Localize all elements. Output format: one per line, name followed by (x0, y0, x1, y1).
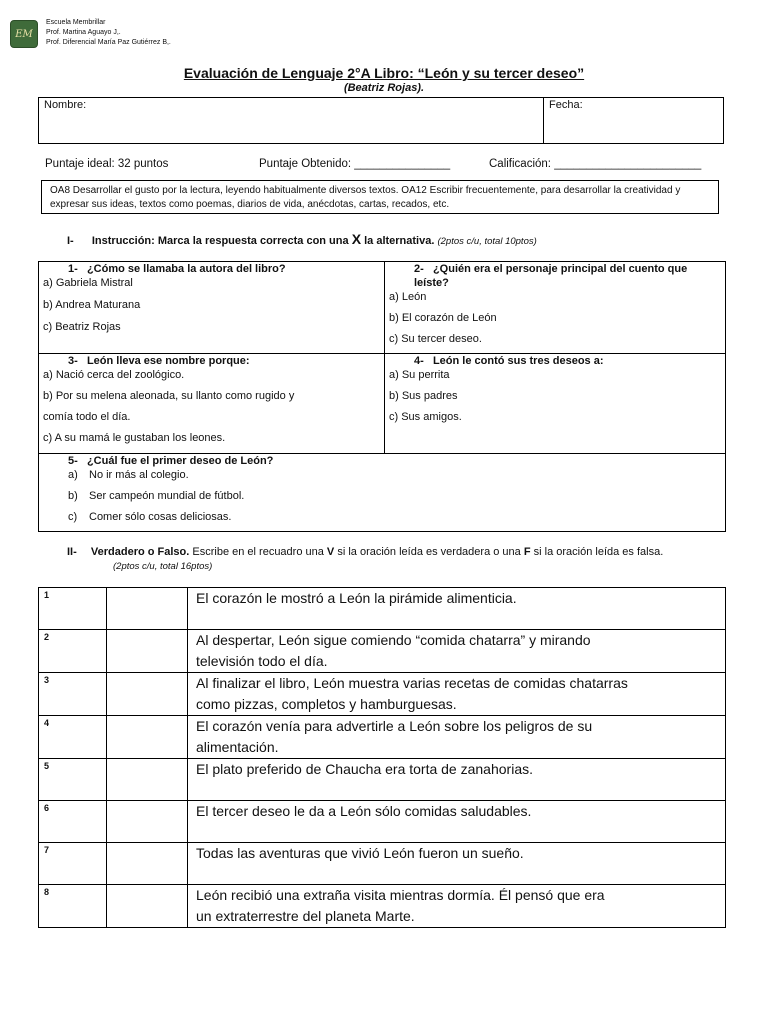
statement: El corazón venía para advertirle a León sobre los peligros de su alimentación. (188, 716, 726, 759)
teacher-name: Prof. Martina Aguayo J,. (46, 29, 121, 36)
question-2-text: 2- ¿Quién era el personaje principal del cuento que leíste? (414, 263, 688, 289)
q4-option-c[interactable]: c) Sus amigos. (389, 411, 462, 423)
section2-points-line (113, 560, 212, 572)
q3-option-b[interactable]: b) Por su melena aleonada, su llanto como rugido y (43, 390, 295, 402)
q5-option-a[interactable]: a) No ir más al colegio. (68, 469, 189, 481)
school-info (46, 18, 171, 48)
question-1 (43, 262, 286, 334)
q1-option-a[interactable]: a) Gabriela Mistral (43, 277, 133, 289)
name-field[interactable] (39, 98, 544, 143)
q2-option-a[interactable]: a) León (389, 291, 427, 303)
grid-divider-vertical (384, 262, 385, 454)
row-number: 1 (39, 588, 107, 630)
section1-instruction-start: Instrucción: Marca la respuesta correcta con una (91, 235, 349, 247)
school-name: Escuela Membrillar (46, 19, 106, 26)
section2-instruction-a: Escribe en el recuadro una (192, 546, 324, 558)
book-author: (Beatriz Rojas). (343, 82, 425, 94)
section2-numeral: II- (67, 546, 77, 558)
multiple-choice-grid (38, 261, 726, 532)
statement: El plato preferido de Chaucha era torta de zanahorias. (188, 759, 726, 801)
table-row (39, 588, 726, 630)
answer-box[interactable] (107, 885, 188, 928)
date-label: Fecha: (549, 99, 583, 111)
q3-option-b-continued: comía todo el día. (43, 411, 131, 423)
answer-box[interactable] (107, 759, 188, 801)
answer-box[interactable] (107, 673, 188, 716)
true-letter: V (326, 546, 335, 558)
special-teacher-name: Prof. Diferencial María Paz Gutiérrez B,. (46, 39, 171, 46)
table-row (39, 843, 726, 885)
page-title: Evaluación de Lenguaje 2°A Libro: “León y su tercer deseo” (183, 65, 585, 81)
q4-option-b[interactable]: b) Sus padres (389, 390, 458, 402)
section2-instruction-c: si la oración leída es falsa. (533, 546, 664, 558)
section2-title: Verdadero o Falso. (90, 546, 190, 558)
statement: León recibió una extraña visita mientras dormía. Él pensó que era un extraterrestre del planeta Marte. (188, 885, 726, 928)
row-number: 4 (39, 716, 107, 759)
title-container (0, 65, 768, 83)
section1-heading (67, 231, 537, 247)
statement: Todas las aventuras que vivió León fueron un sueño. (188, 843, 726, 885)
row-number: 5 (39, 759, 107, 801)
section2-points: (2ptos c/u, total 16ptos) (113, 561, 213, 572)
answer-box[interactable] (107, 843, 188, 885)
question-3 (43, 354, 294, 445)
q3-option-a[interactable]: a) Nació cerca del zoológico. (43, 369, 185, 381)
row-number: 6 (39, 801, 107, 843)
answer-box[interactable] (107, 630, 188, 673)
student-info-box (38, 97, 724, 144)
question-5 (43, 454, 273, 524)
section1-points: (2ptos c/u, total 10ptos) (437, 236, 537, 247)
mark-x: X (351, 231, 362, 247)
question-3-text: 3- León lleva ese nombre porque: (68, 355, 250, 367)
true-false-table (38, 587, 726, 928)
q3-option-c[interactable]: c) A su mamá le gustaban los leones. (43, 432, 226, 444)
table-row (39, 885, 726, 928)
q4-option-a[interactable]: a) Su perrita (389, 369, 450, 381)
q1-option-c[interactable]: c) Beatriz Rojas (43, 321, 121, 333)
table-row (39, 801, 726, 843)
table-row (39, 759, 726, 801)
row-number: 2 (39, 630, 107, 673)
statement: Al finalizar el libro, León muestra varias recetas de comidas chatarras como pizzas, completos y hamburguesas. (188, 673, 726, 716)
q1-option-b[interactable]: b) Andrea Maturana (43, 299, 141, 311)
date-field[interactable] (544, 98, 723, 143)
grade-field: Calificación: _______________________ (489, 158, 702, 170)
row-number: 7 (39, 843, 107, 885)
learning-objectives: OA8 Desarrollar el gusto por la lectura, leyendo habitualmente diversos textos. OA12 Escribir frecuentemente, para desarrollar la creatividad y expresar sus ideas, textos como poemas, diarios de vida, anécdotas, cartas, recados, etc. (41, 180, 719, 214)
name-label: Nombre: (44, 99, 87, 111)
statement: El corazón le mostró a León la pirámide alimenticia. (188, 588, 726, 630)
q5-option-c[interactable]: c) Comer sólo cosas deliciosas. (68, 511, 232, 523)
question-1-text: 1- ¿Cómo se llamaba la autora del libro? (68, 263, 286, 275)
q5-option-b[interactable]: b) Ser campeón mundial de fútbol. (68, 490, 245, 502)
section1-numeral: I- (67, 235, 74, 247)
logo-text: EM (15, 28, 33, 40)
section2-heading (67, 546, 663, 558)
answer-box[interactable] (107, 716, 188, 759)
table-row (39, 673, 726, 716)
table-row (39, 630, 726, 673)
statement: Al despertar, León sigue comiendo “comida chatarra” y mirando televisión todo el día. (188, 630, 726, 673)
question-4 (389, 354, 604, 424)
section1-instruction-end: la alternativa. (364, 235, 435, 247)
false-letter: F (523, 546, 531, 558)
question-2 (389, 262, 719, 346)
obtained-score: Puntaje Obtenido: _______________ (259, 158, 451, 170)
school-logo (10, 20, 38, 48)
row-number: 8 (39, 885, 107, 928)
row-number: 3 (39, 673, 107, 716)
table-row (39, 716, 726, 759)
question-4-text: 4- León le contó sus tres deseos a: (414, 355, 604, 367)
answer-box[interactable] (107, 588, 188, 630)
statement: El tercer deseo le da a León sólo comidas saludables. (188, 801, 726, 843)
school-header (10, 18, 171, 48)
section2-instruction-b: si la oración leída es verdadera o una (337, 546, 521, 558)
q2-option-c[interactable]: c) Su tercer deseo. (389, 333, 482, 345)
q2-option-b[interactable]: b) El corazón de León (389, 312, 497, 324)
question-5-text: 5- ¿Cuál fue el primer deseo de León? (68, 455, 274, 467)
ideal-score: Puntaje ideal: 32 puntos (45, 158, 169, 170)
answer-box[interactable] (107, 801, 188, 843)
